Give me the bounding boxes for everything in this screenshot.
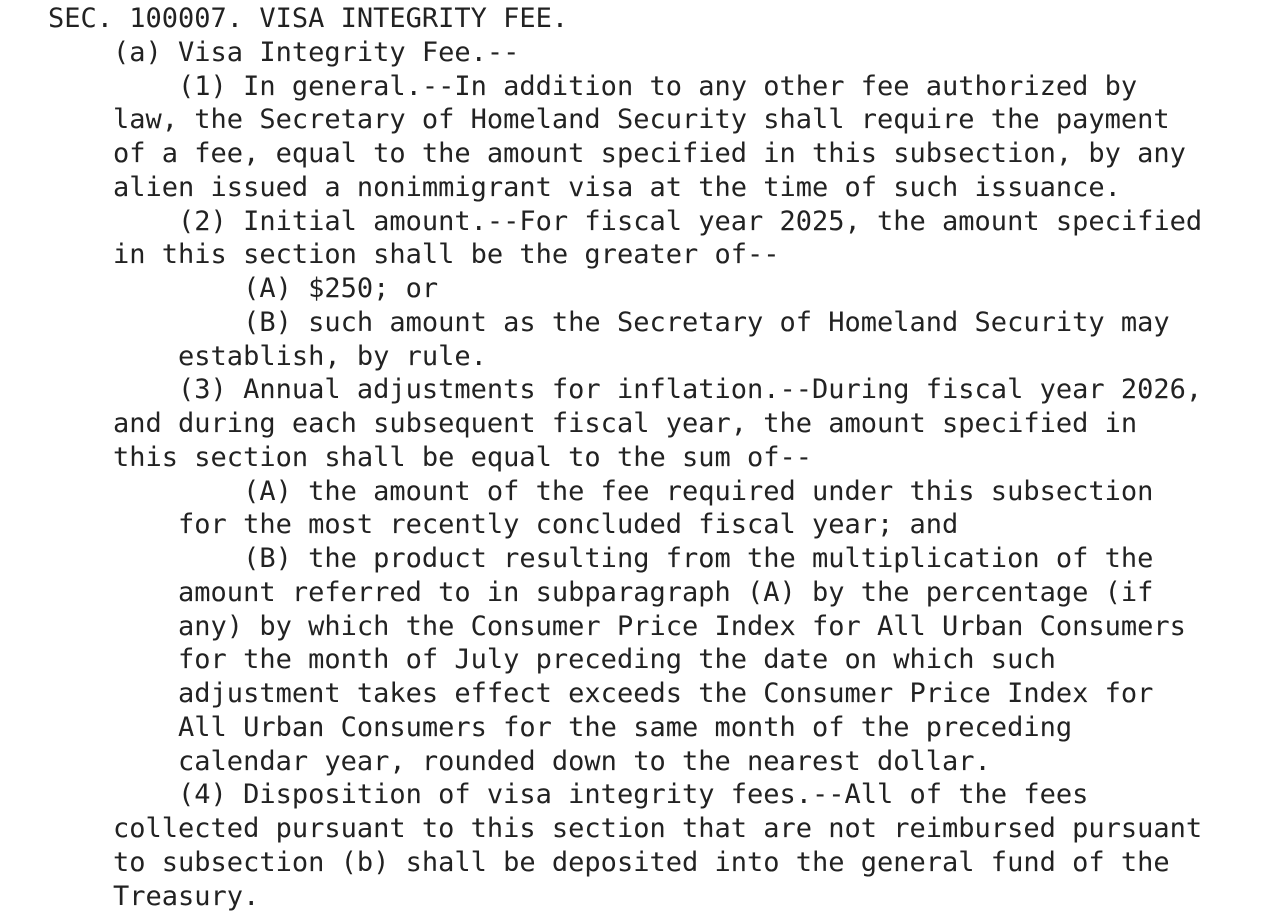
paragraph-4-line: to subsection (b) shall be deposited into the general fund of the: [48, 846, 1170, 878]
paragraph-3-subparagraph-a: (A) the amount of the fee required under this subsection: [48, 475, 1154, 507]
paragraph-3-subparagraph-b: for the month of July preceding the date on which such: [48, 644, 1056, 676]
paragraph-4-line: (4) Disposition of visa integrity fees.--All of the fees: [48, 779, 1089, 811]
paragraph-3-subparagraph-b: any) by which the Consumer Price Index for All Urban Consumers: [48, 610, 1186, 642]
paragraph-2-line: (2) Initial amount.--For fiscal year 2025, the amount specified: [48, 205, 1203, 237]
paragraph-2-subparagraph-b: (B) such amount as the Secretary of Homeland Security may: [48, 306, 1170, 338]
paragraph-3-subparagraph-b: calendar year, rounded down to the nearest dollar.: [48, 745, 991, 777]
paragraph-3-subparagraph-b: adjustment takes effect exceeds the Consumer Price Index for: [48, 678, 1154, 709]
paragraph-2-subparagraph-b: establish, by rule.: [48, 340, 487, 372]
paragraph-3-line: and during each subsequent fiscal year, the amount specified in: [48, 408, 1138, 439]
statute-text: [48, 2, 1202, 913]
paragraph-3-subparagraph-a: for the most recently concluded fiscal year; and: [48, 509, 959, 541]
paragraph-4-line: collected pursuant to this section that are not reimbursed pursuant: [48, 813, 1203, 844]
section-heading: SEC. 100007. VISA INTEGRITY FEE.: [48, 3, 569, 34]
paragraph-3-subparagraph-b: (B) the product resulting from the multiplication of the: [48, 543, 1154, 574]
paragraph-3-line: this section shall be equal to the sum of--: [48, 441, 813, 473]
paragraph-2-line: in this section shall be the greater of--: [48, 239, 780, 271]
paragraph-3-subparagraph-b: amount referred to in subparagraph (A) by the percentage (if: [48, 576, 1154, 608]
paragraph-1-line: of a fee, equal to the amount specified in this subsection, by any: [48, 138, 1186, 169]
paragraph-1-line: alien issued a nonimmigrant visa at the time of such issuance.: [48, 171, 1121, 203]
paragraph-2-subparagraph-a: (A) $250; or: [48, 273, 439, 304]
subsection-a-heading: (a) Visa Integrity Fee.--: [48, 36, 520, 68]
paragraph-3-subparagraph-b: All Urban Consumers for the same month of the preceding: [48, 711, 1073, 743]
paragraph-4-line: Treasury.: [48, 880, 260, 912]
paragraph-1-line: (1) In general.--In addition to any other fee authorized by: [48, 70, 1138, 102]
paragraph-3-line: (3) Annual adjustments for inflation.--During fiscal year 2026,: [48, 374, 1203, 406]
paragraph-1-line: law, the Secretary of Homeland Security shall require the payment: [48, 104, 1170, 136]
